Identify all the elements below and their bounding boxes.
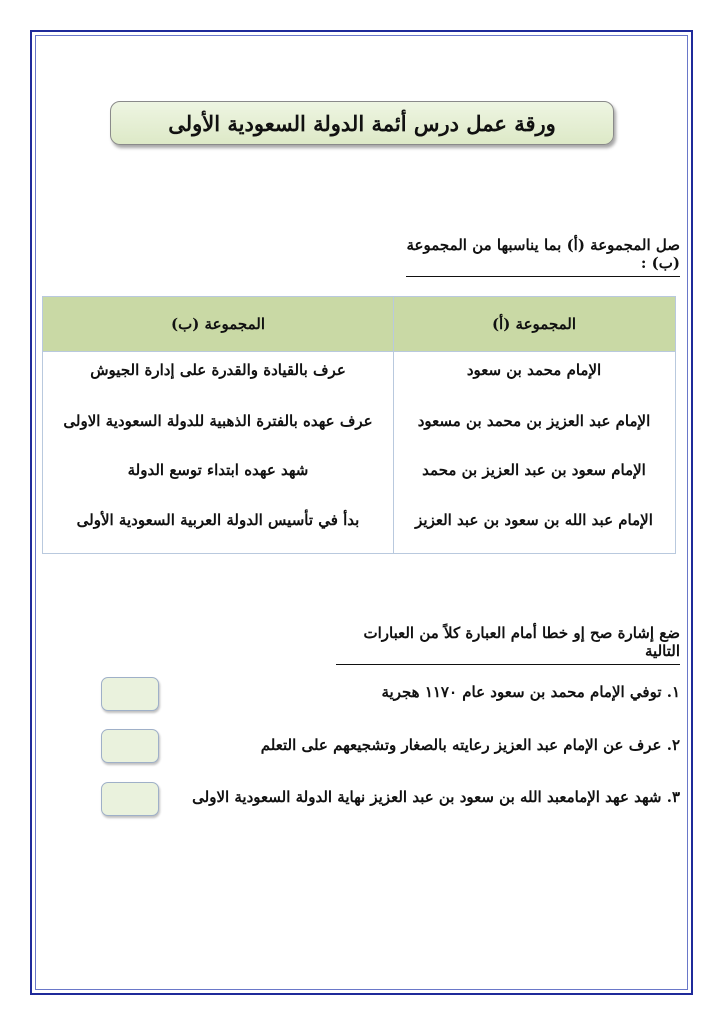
statement-1: ١. توفي الإمام محمد بن سعود عام ١١٧٠ هجرية: [381, 683, 680, 701]
matching-instruction: صل المجموعة (أ) بما يناسبها من المجموعة (ب) :: [406, 236, 680, 277]
group-a-item[interactable]: الإمام عبد العزيز بن محمد بن مسعود: [417, 412, 651, 430]
statement-2: ٢. عرف عن الإمام عبد العزيز رعايته بالصغار وتشجيعهم على التعلم: [260, 736, 680, 754]
group-b-item[interactable]: شهد عهده ابتداء توسع الدولة: [127, 461, 309, 479]
header-group-a: المجموعة (أ): [491, 315, 577, 333]
header-group-b: المجموعة (ب): [43, 297, 394, 351]
matching-table: [42, 296, 676, 554]
statement-3: ٣. شهد عهد الإمامعبد الله بن سعود بن عبد العزيز نهاية الدولة السعودية الاولى: [192, 788, 680, 806]
group-b-item[interactable]: عرف عهده بالفترة الذهبية للدولة السعودية الاولى: [63, 412, 373, 430]
answer-box-3[interactable]: [101, 782, 159, 816]
group-a-column: [393, 351, 675, 553]
group-a-item[interactable]: الإمام عبد الله بن سعود بن عبد العزيز: [415, 511, 653, 529]
group-a-item[interactable]: الإمام محمد بن سعود: [466, 361, 602, 379]
worksheet-title: ورقة عمل درس أئمة الدولة السعودية الأولى: [110, 101, 614, 145]
group-b-item[interactable]: عرف بالقيادة والقدرة على إدارة الجيوش: [90, 361, 346, 379]
matching-table-header: [43, 297, 675, 352]
true-false-instruction: ضع إشارة صح إو خطا أمام العبارة كلاً من العبارات التالية: [336, 624, 680, 665]
group-b-column: [43, 351, 393, 553]
group-a-item[interactable]: الإمام سعود بن عبد العزيز بن محمد: [422, 461, 646, 479]
group-b-item[interactable]: بدأ في تأسيس الدولة العربية السعودية الأولى: [76, 511, 360, 529]
answer-box-1[interactable]: [101, 677, 159, 711]
answer-box-2[interactable]: [101, 729, 159, 763]
